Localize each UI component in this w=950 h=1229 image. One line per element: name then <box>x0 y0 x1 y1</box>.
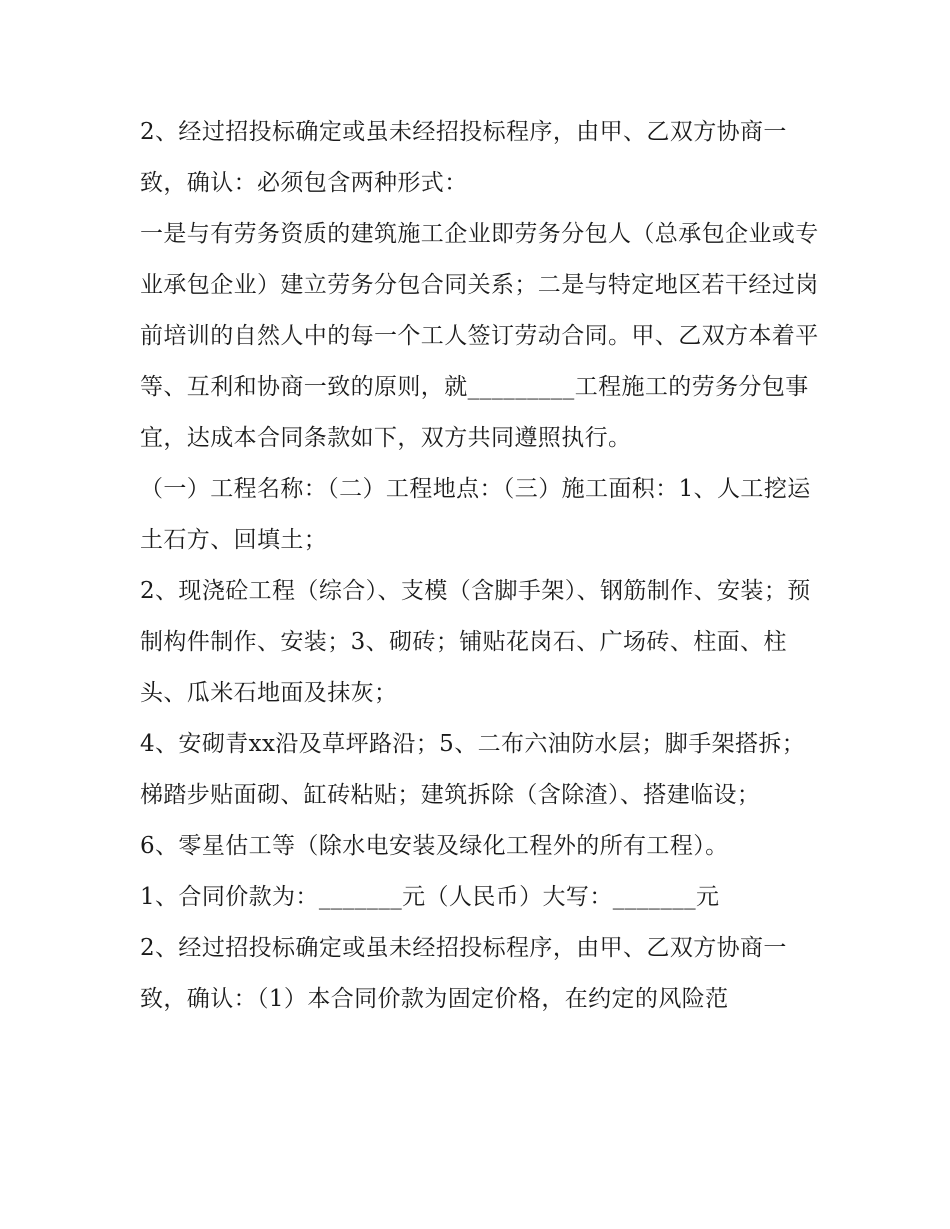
paragraph-5: 4、安砌青xx沿及草坪路沿；5、二布六油防水层；脚手架搭拆；梯踏步贴面砌、缸砖粘贴；建筑拆除（含除渣）、搭建临设； <box>140 731 806 808</box>
paragraph-2: 一是与有劳务资质的建筑施工企业即劳务分包人（总承包企业或专业承包企业）建立劳务分包合同关系；二是与特定地区若干经过岗前培训的自然人中的每一个工人签订劳动合同。甲、乙双方本着平等、互利和协商一致的原则，就_________工程施工的劳务分包事宜，达成本合同条款如下，双方共同遵照执行。 <box>140 221 819 451</box>
paragraph-6: 6、零星估工等（除水电安装及绿化工程外的所有工程）。 <box>140 833 729 859</box>
paragraph-7: 1、合同价款为：_______元（人民币）大写：_______元 <box>140 884 720 910</box>
paragraph-1: 2、经过招投标确定或虽未经招投标程序，由甲、乙双方协商一致，确认：必须包含两种形式： <box>140 119 787 196</box>
document-page <box>140 0 820 1025</box>
paragraph-4: 2、现浇砼工程（综合）、支模（含脚手架）、钢筋制作、安装；预制构件制作、安装；3、砌砖；铺贴花岗石、广场砖、柱面、柱头、瓜米石地面及抹灰； <box>140 578 811 706</box>
paragraph-8: 2、经过招投标确定或虽未经招投标程序，由甲、乙双方协商一致，确认：（1）本合同价款为固定价格，在约定的风险范 <box>140 935 787 1012</box>
paragraph-3: （一）工程名称：（二）工程地点：（三）施工面积：1、人工挖运土石方、回填土； <box>140 476 811 553</box>
